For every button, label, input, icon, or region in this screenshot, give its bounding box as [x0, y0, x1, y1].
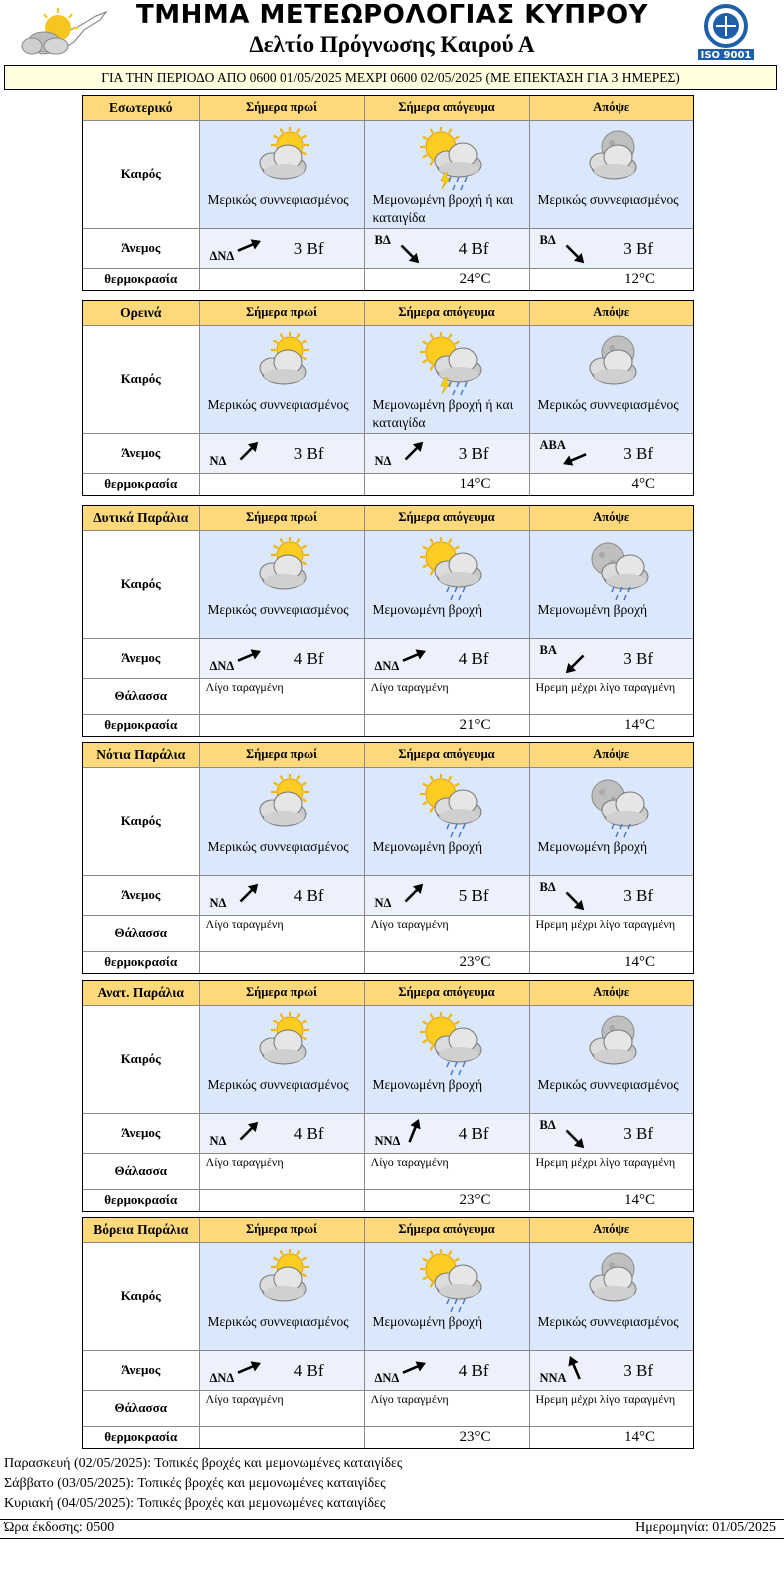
wind-cell: [364, 228, 529, 268]
weather-cell: [529, 767, 693, 875]
thunderstorm-sun-icon: [415, 332, 487, 396]
sea-state: Λίγο ταραγμένη: [199, 1153, 364, 1189]
wind-force: 5 Bf: [458, 885, 489, 905]
wind-cell: [364, 1113, 529, 1153]
row-label-wind: Άνεμος: [83, 433, 199, 473]
row-label-wind: Άνεμος: [83, 638, 199, 678]
wind-direction: ΝΝΔ: [374, 1133, 401, 1148]
rain-sun-icon: [415, 1249, 487, 1313]
wind-cell: [364, 875, 529, 915]
partly-cloudy-moon-icon: [580, 1249, 652, 1313]
weather-cell: [364, 767, 529, 875]
region-table: [82, 300, 694, 496]
temperature-value: 23°C: [364, 951, 529, 973]
iso-label: ISO 9001: [700, 50, 752, 61]
weather-cell: [364, 120, 529, 228]
wind-force: 4 Bf: [293, 1360, 324, 1380]
region-table: [82, 95, 694, 291]
sea-state: Ηρεμη μέχρι λίγο ταραγμένη: [529, 915, 693, 951]
rain-sun-icon: [415, 537, 487, 601]
column-header: Σήμερα πρωί: [199, 96, 364, 120]
issue-time: Ώρα έκδοσης: 0500: [4, 1520, 115, 1535]
column-header: Σήμερα απόγευμα: [364, 981, 529, 1005]
column-header: Απόψε: [529, 96, 693, 120]
wind-arrow-icon: [560, 444, 590, 474]
weather-cell: [529, 530, 693, 638]
weather-description: Μεμονωμένη βροχή: [372, 1313, 483, 1329]
region-table: [82, 742, 694, 974]
wind-force: 3 Bf: [623, 885, 653, 905]
row-label-sea: Θάλασσα: [83, 678, 199, 714]
temperature-value: 23°C: [364, 1426, 529, 1448]
wind-direction: ΝΔ: [209, 1133, 227, 1148]
column-header: Απόψε: [529, 506, 693, 530]
weather-cell: [199, 325, 364, 433]
wind-direction: ΒΔ: [374, 232, 391, 247]
region-name: Βόρεια Παράλια: [83, 1218, 199, 1242]
page-header: [0, 0, 784, 64]
wind-force: 4 Bf: [293, 885, 324, 905]
wind-direction: ΑΒΑ: [539, 437, 566, 452]
partly-cloudy-sun-icon: [250, 1012, 322, 1076]
wind-arrow-icon: [399, 1353, 429, 1383]
rain-moon-icon: [580, 774, 652, 838]
wind-cell: [529, 1113, 693, 1153]
wind-arrow-icon: [234, 436, 264, 466]
region-table: [82, 505, 694, 737]
wind-force: 4 Bf: [293, 648, 324, 668]
temperature-value: 14°C: [364, 473, 529, 495]
weather-description: Μερικώς συννεφιασμένος: [207, 838, 349, 854]
wind-arrow-icon: [399, 436, 429, 466]
region-name: Νότια Παράλια: [83, 743, 199, 767]
wind-cell: [364, 638, 529, 678]
row-label-temperature: θερμοκρασία: [83, 1189, 199, 1211]
temperature-value: 24°C: [364, 268, 529, 290]
wind-arrow-icon: [234, 1116, 264, 1146]
wind-direction: ΒΑ: [539, 642, 557, 657]
wind-cell: [364, 433, 529, 473]
region-table: [82, 1217, 694, 1449]
sea-state: Λίγο ταραγμένη: [199, 678, 364, 714]
weather-cell: [529, 1242, 693, 1350]
weather-description: Μεμονωμένη βροχή: [372, 1076, 483, 1092]
sea-state: Ηρεμη μέχρι λίγο ταραγμένη: [529, 1153, 693, 1189]
row-label-sea: Θάλασσα: [83, 1153, 199, 1189]
row-label-wind: Άνεμος: [83, 875, 199, 915]
row-label-weather: Καιρός: [83, 325, 199, 433]
wind-direction: ΒΔ: [539, 1117, 556, 1132]
row-label-sea: Θάλασσα: [83, 1390, 199, 1426]
wind-force: 4 Bf: [458, 1123, 489, 1143]
row-label-weather: Καιρός: [83, 1005, 199, 1113]
weather-description: Μερικώς συννεφιασμένος: [537, 1076, 679, 1092]
partly-cloudy-sun-icon: [250, 774, 322, 838]
wind-direction: ΔΝΔ: [209, 1370, 235, 1385]
temperature-value: [199, 268, 364, 290]
sea-state: Λίγο ταραγμένη: [364, 1390, 529, 1426]
temperature-value: 14°C: [529, 951, 693, 973]
weather-cell: [529, 120, 693, 228]
footer-divider: [0, 1538, 784, 1539]
weather-cell: [364, 1005, 529, 1113]
wind-force: 4 Bf: [293, 1123, 324, 1143]
row-label-wind: Άνεμος: [83, 228, 199, 268]
wind-arrow-icon: [234, 1353, 264, 1383]
wind-cell: [199, 638, 364, 678]
row-label-weather: Καιρός: [83, 530, 199, 638]
wind-arrow-icon: [560, 649, 590, 679]
weather-cell: [199, 1242, 364, 1350]
weather-cell: [529, 325, 693, 433]
temperature-value: [199, 1189, 364, 1211]
weather-description: Μερικώς συννεφιασμένος: [207, 1313, 349, 1329]
wind-direction: ΝΔ: [374, 453, 392, 468]
row-label-temperature: θερμοκρασία: [83, 473, 199, 495]
row-label-temperature: θερμοκρασία: [83, 951, 199, 973]
wind-force: 4 Bf: [458, 238, 489, 258]
forecast-period: ΓΙΑ ΤΗΝ ΠΕΡΙΟΔΟ ΑΠΟ 0600 01/05/2025 ΜΕΧΡΙ 0600 02/05/2025 (ΜΕ ΕΠΕΚΤΑΣΗ ΓΙΑ 3 ΗΜΕΡΕΣ): [4, 65, 777, 90]
column-header: Σήμερα πρωί: [199, 1218, 364, 1242]
weather-description: Μερικώς συννεφιασμένος: [207, 1076, 349, 1092]
wind-direction: ΔΝΔ: [374, 658, 400, 673]
wind-cell: [364, 1350, 529, 1390]
wind-direction: ΒΔ: [539, 232, 556, 247]
sea-state: Λίγο ταραγμένη: [199, 1390, 364, 1426]
weather-cell: [199, 1005, 364, 1113]
column-header: Σήμερα πρωί: [199, 301, 364, 325]
row-label-temperature: θερμοκρασία: [83, 268, 199, 290]
wind-direction: ΝΔ: [209, 453, 227, 468]
wind-arrow-icon: [234, 641, 264, 671]
weather-cell: [364, 1242, 529, 1350]
weather-description: Μεμονωμένη βροχή: [537, 601, 648, 617]
region-table: [82, 980, 694, 1212]
wind-force: 3 Bf: [623, 1360, 653, 1380]
wind-cell: [529, 228, 693, 268]
wind-cell: [199, 1350, 364, 1390]
partly-cloudy-sun-icon: [250, 127, 322, 191]
wind-cell: [199, 228, 364, 268]
weather-description: Μερικώς συννεφιασμένος: [207, 191, 349, 207]
wind-cell: [529, 433, 693, 473]
wind-force: 3 Bf: [623, 443, 653, 463]
column-header: Απόψε: [529, 743, 693, 767]
wind-direction: ΔΝΔ: [209, 658, 235, 673]
wind-cell: [529, 638, 693, 678]
row-label-wind: Άνεμος: [83, 1113, 199, 1153]
column-header: Σήμερα απόγευμα: [364, 1218, 529, 1242]
column-header: Απόψε: [529, 981, 693, 1005]
wind-direction: ΝΔ: [209, 895, 227, 910]
outlook-line: Παρασκευή (02/05/2025): Τοπικές βροχές και μεμονωμένες καταιγίδες: [4, 1456, 403, 1471]
rain-sun-icon: [415, 774, 487, 838]
sea-state: Λίγο ταραγμένη: [364, 915, 529, 951]
weather-cell: [199, 530, 364, 638]
wind-arrow-icon: [395, 239, 425, 269]
outlook-line: Κυριακή (04/05/2025): Τοπικές βροχές και μεμονωμένες καταιγίδες: [4, 1496, 386, 1511]
temperature-value: 21°C: [364, 714, 529, 736]
wind-arrow-icon: [234, 231, 264, 261]
weather-description: Μεμονωμένη βροχή ή και καταιγίδα: [372, 396, 514, 430]
wind-force: 4 Bf: [458, 1360, 489, 1380]
row-label-wind: Άνεμος: [83, 1350, 199, 1390]
temperature-value: 12°C: [529, 268, 693, 290]
wind-force: 3 Bf: [623, 238, 653, 258]
sea-state: Λίγο ταραγμένη: [199, 915, 364, 951]
region-name: Δυτικά Παράλια: [83, 506, 199, 530]
sea-state: Λίγο ταραγμένη: [364, 678, 529, 714]
page-subtitle: Δελτίο Πρόγνωσης Καιρού Α: [249, 32, 535, 57]
column-header: Σήμερα απόγευμα: [364, 743, 529, 767]
weather-description: Μεμονωμένη βροχή: [537, 838, 648, 854]
partly-cloudy-sun-icon: [250, 537, 322, 601]
region-name: Εσωτερικό: [83, 96, 199, 120]
row-label-weather: Καιρός: [83, 767, 199, 875]
wind-force: 3 Bf: [458, 443, 489, 463]
temperature-value: 23°C: [364, 1189, 529, 1211]
iso-certification-logo-icon: [694, 2, 758, 62]
weather-description: Μερικώς συννεφιασμένος: [537, 191, 679, 207]
column-header: Σήμερα απόγευμα: [364, 301, 529, 325]
weather-cell: [364, 530, 529, 638]
wind-cell: [529, 1350, 693, 1390]
wind-arrow-icon: [560, 239, 590, 269]
column-header: Σήμερα πρωί: [199, 981, 364, 1005]
region-name: Ορεινά: [83, 301, 199, 325]
column-header: Σήμερα απόγευμα: [364, 96, 529, 120]
wind-cell: [199, 875, 364, 915]
row-label-weather: Καιρός: [83, 1242, 199, 1350]
partly-cloudy-sun-icon: [250, 1249, 322, 1313]
wind-arrow-icon: [399, 878, 429, 908]
weather-description: Μεμονωμένη βροχή: [372, 601, 483, 617]
weather-description: Μεμονωμένη βροχή: [372, 838, 483, 854]
temperature-value: [199, 1426, 364, 1448]
weather-cell: [529, 1005, 693, 1113]
wind-arrow-icon: [560, 886, 590, 916]
wind-arrow-icon: [560, 1353, 590, 1383]
temperature-value: [199, 714, 364, 736]
wind-direction: ΒΔ: [539, 879, 556, 894]
column-header: Απόψε: [529, 1218, 693, 1242]
weather-cell: [199, 120, 364, 228]
weather-description: Μερικώς συννεφιασμένος: [207, 396, 349, 412]
column-header: Απόψε: [529, 301, 693, 325]
thunderstorm-sun-icon: [415, 127, 487, 191]
temperature-value: 14°C: [529, 1189, 693, 1211]
wind-arrow-icon: [399, 641, 429, 671]
partly-cloudy-sun-icon: [250, 332, 322, 396]
row-label-sea: Θάλασσα: [83, 915, 199, 951]
temperature-value: 14°C: [529, 1426, 693, 1448]
sea-state: Λίγο ταραγμένη: [364, 1153, 529, 1189]
wind-force: 3 Bf: [293, 238, 324, 258]
column-header: Σήμερα πρωί: [199, 506, 364, 530]
partly-cloudy-moon-icon: [580, 1012, 652, 1076]
weather-description: Μερικώς συννεφιασμένος: [537, 1313, 679, 1329]
wind-cell: [199, 433, 364, 473]
weather-cell: [199, 767, 364, 875]
wind-force: 3 Bf: [623, 648, 653, 668]
row-label-temperature: θερμοκρασία: [83, 714, 199, 736]
rain-moon-icon: [580, 537, 652, 601]
page-title: ΤΜΗΜΑ ΜΕΤΕΩΡΟΛΟΓΙΑΣ ΚΥΠΡΟΥ: [136, 0, 648, 30]
column-header: Σήμερα πρωί: [199, 743, 364, 767]
wind-cell: [529, 875, 693, 915]
temperature-value: 4°C: [529, 473, 693, 495]
wind-arrow-icon: [399, 1116, 429, 1146]
temperature-value: 14°C: [529, 714, 693, 736]
outlook-section: [4, 1454, 402, 1514]
wind-direction: ΝΔ: [374, 895, 392, 910]
weather-description: Μερικώς συννεφιασμένος: [207, 601, 349, 617]
column-header: Σήμερα απόγευμα: [364, 506, 529, 530]
outlook-line: Σάββατο (03/05/2025): Τοπικές βροχές και μεμονωμένες καταιγίδες: [4, 1476, 386, 1491]
weather-cell: [364, 325, 529, 433]
temperature-value: [199, 951, 364, 973]
wind-direction: ΔΝΔ: [209, 248, 235, 263]
row-label-weather: Καιρός: [83, 120, 199, 228]
weather-description: Μεμονωμένη βροχή ή και καταιγίδα: [372, 191, 514, 225]
wind-arrow-icon: [560, 1124, 590, 1154]
wind-force: 3 Bf: [293, 443, 324, 463]
partly-cloudy-moon-icon: [580, 127, 652, 191]
temperature-value: [199, 473, 364, 495]
issue-date: Ημερομηνία: 01/05/2025: [635, 1520, 776, 1535]
sea-state: Ηρεμη μέχρι λίγο ταραγμένη: [529, 1390, 693, 1426]
partly-cloudy-moon-icon: [580, 332, 652, 396]
weather-description: Μερικώς συννεφιασμένος: [537, 396, 679, 412]
sea-state: Ηρεμη μέχρι λίγο ταραγμένη: [529, 678, 693, 714]
region-name: Ανατ. Παράλια: [83, 981, 199, 1005]
wind-direction: ΝΝΑ: [539, 1370, 567, 1385]
wind-arrow-icon: [234, 878, 264, 908]
wind-cell: [199, 1113, 364, 1153]
rain-sun-icon: [415, 1012, 487, 1076]
row-label-temperature: θερμοκρασία: [83, 1426, 199, 1448]
wind-direction: ΔΝΔ: [374, 1370, 400, 1385]
wind-force: 4 Bf: [458, 648, 489, 668]
wind-force: 3 Bf: [623, 1123, 653, 1143]
